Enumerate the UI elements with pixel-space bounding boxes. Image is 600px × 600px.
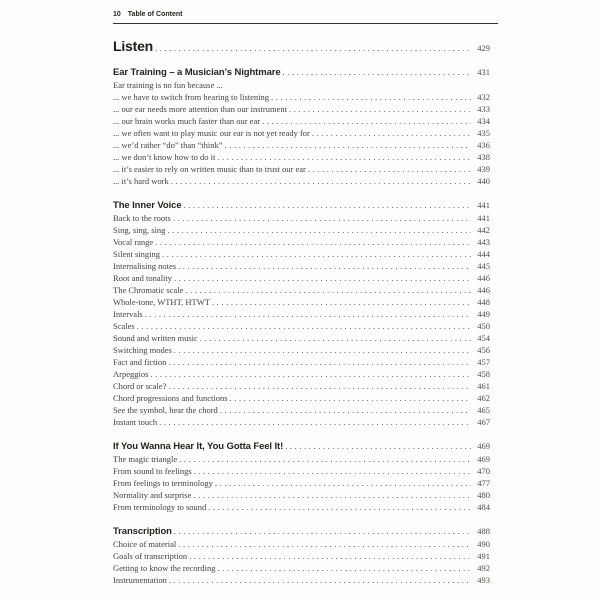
dot-leader (289, 103, 471, 115)
toc-entry (113, 392, 498, 404)
toc-entry-page: 477 (477, 478, 490, 488)
section-heading-label: Ear Training – a Musician’s Nightmare (113, 67, 281, 78)
toc-entry (113, 103, 498, 115)
toc-entry (113, 163, 498, 175)
dot-leader (225, 139, 471, 151)
toc-entry-label: Whole-tone, WTHT, HTWT (113, 297, 210, 307)
toc-entry (113, 477, 498, 489)
dot-leader (230, 392, 471, 404)
dot-leader (271, 91, 471, 103)
dot-leader (167, 224, 471, 236)
toc-entry (113, 139, 498, 151)
dot-leader (262, 115, 471, 127)
toc-entry-label: Ear training is no fun because ... (113, 80, 223, 90)
toc-entry-page: 492 (477, 563, 490, 573)
toc-entry-page: 434 (477, 116, 490, 126)
toc-entry-page: 441 (477, 213, 490, 223)
toc-entry-label: Back to the roots (113, 213, 171, 223)
toc-entry-label: Scales (113, 321, 135, 331)
toc-entry-label: Vocal range (113, 237, 154, 247)
toc-entry (113, 320, 498, 332)
dot-leader (174, 525, 471, 538)
toc-entry-label: Intervals (113, 309, 143, 319)
toc-entry-label: Internalising notes (113, 261, 177, 271)
dot-leader (285, 440, 471, 453)
toc-entry-page: 461 (477, 381, 490, 391)
toc-entry (113, 91, 498, 103)
toc-entry-page: 467 (477, 417, 490, 427)
dot-leader (217, 562, 471, 574)
section-heading-page: 469 (477, 441, 490, 451)
toc-entry (113, 489, 498, 501)
toc-entry (113, 344, 498, 356)
toc-entry-page: 480 (477, 490, 490, 500)
toc-entry-label: ... it’s hard work (113, 176, 169, 186)
toc-entry (113, 308, 498, 320)
section-heading (113, 440, 498, 453)
toc-entry-label: Choice of material (113, 539, 177, 549)
toc-entry-page: 442 (477, 225, 490, 235)
toc-entry (113, 332, 498, 344)
page-header (113, 11, 498, 24)
toc-entry-label: ... our brain works much faster than our ear (113, 116, 261, 126)
toc-entry-label: Sound and written music (113, 333, 198, 343)
toc-entry-page: 444 (477, 249, 490, 259)
toc-entry-label: From terminology to sound (113, 502, 207, 512)
toc-entry-page: 449 (477, 309, 490, 319)
dot-leader (155, 236, 471, 248)
toc-entry-label: Chord or scale? (113, 381, 167, 391)
toc-entry-label: See the symbol, hear the chord (113, 405, 218, 415)
toc-entry (113, 416, 498, 428)
chapter-title-row (113, 38, 498, 56)
toc-entry-label: ... it’s easier to rely on written music than to trust our ear (113, 164, 306, 174)
dot-leader (169, 574, 471, 586)
toc-entry-page: 450 (477, 321, 490, 331)
toc-entry-label: Goals of transcription (113, 551, 188, 561)
toc-entry-label: Getting to know the recording (113, 563, 216, 573)
toc-entry (113, 356, 498, 368)
toc-entry (113, 453, 498, 465)
section-heading-page: 431 (477, 67, 490, 77)
toc-entry-label: Normality and surprise (113, 490, 192, 500)
toc-entry (113, 550, 498, 562)
toc-entry-page: 484 (477, 502, 490, 512)
dot-leader (178, 538, 471, 550)
toc-entry (113, 127, 498, 139)
toc-entry (113, 296, 498, 308)
dot-leader (162, 248, 471, 260)
toc-entry-label: From feelings to terminology (113, 478, 213, 488)
section-heading-page: 488 (477, 526, 490, 536)
section-heading-label: Transcription (113, 526, 172, 537)
dot-leader (173, 212, 471, 224)
toc-entry (113, 501, 498, 513)
toc-entry (113, 175, 498, 187)
toc-entry (113, 404, 498, 416)
toc-entry-label: Switching modes (113, 345, 172, 355)
dot-leader (200, 332, 471, 344)
toc-entry-label: Chord progressions and functions (113, 393, 228, 403)
dot-leader (308, 163, 471, 175)
toc-entry (113, 212, 498, 224)
toc-entry-label: The magic triangle (113, 454, 178, 464)
dot-leader (174, 272, 471, 284)
toc-entry-page: 493 (477, 575, 490, 585)
toc-entry (113, 151, 498, 163)
toc-entry (113, 538, 498, 550)
toc-entry-label: Root and tonality (113, 273, 173, 283)
toc-entry-label: The Chromatic scale (113, 285, 184, 295)
section-heading-page: 441 (477, 200, 490, 210)
toc-entry-page: 470 (477, 466, 490, 476)
toc-entry-page: 456 (477, 345, 490, 355)
toc-entry-label: Arpeggios (113, 369, 149, 379)
toc-entry-label: Sing, sing, sing (113, 225, 166, 235)
dot-leader (312, 127, 471, 139)
toc-entry-page: 490 (477, 539, 490, 549)
section-heading (113, 199, 498, 212)
toc-entry-page: 440 (477, 176, 490, 186)
toc-entry-page: 462 (477, 393, 490, 403)
dot-leader (155, 40, 471, 56)
toc-entry (113, 115, 498, 127)
toc-entry-page: 469 (477, 454, 490, 464)
toc-entry-page: 438 (477, 152, 490, 162)
dot-leader (159, 416, 471, 428)
dot-leader (179, 453, 471, 465)
toc-entry-label: Fact and fiction (113, 357, 167, 367)
dot-leader (220, 404, 471, 416)
dot-leader (168, 380, 471, 392)
toc-section (113, 525, 498, 586)
toc-entry-page: 446 (477, 285, 490, 295)
toc-entry-page: 436 (477, 140, 490, 150)
dot-leader (283, 66, 471, 79)
toc-entry-page: 454 (477, 333, 490, 343)
chapter-title: Listen (113, 38, 154, 54)
toc-entry-page: 458 (477, 369, 490, 379)
toc-entry (113, 79, 498, 91)
dot-leader (168, 356, 471, 368)
section-heading (113, 66, 498, 79)
dot-leader (145, 308, 471, 320)
dot-leader (215, 477, 471, 489)
dot-leader (194, 465, 471, 477)
toc-entry-page: 445 (477, 261, 490, 271)
toc-section (113, 199, 498, 428)
toc-entry-page: 491 (477, 551, 490, 561)
toc-entry-page: 433 (477, 104, 490, 114)
toc-entry-page: 465 (477, 405, 490, 415)
section-heading (113, 525, 498, 538)
toc-entry (113, 260, 498, 272)
toc-entry (113, 380, 498, 392)
toc-section (113, 440, 498, 513)
dot-leader (217, 151, 471, 163)
folio-page-number: 10 (113, 11, 121, 18)
dot-leader (185, 284, 471, 296)
dot-leader (193, 489, 471, 501)
toc-entry (113, 562, 498, 574)
toc-entry-label: Instant touch (113, 417, 158, 427)
dot-leader (208, 501, 471, 513)
dot-leader (189, 550, 471, 562)
toc-entry-label: ... we’d rather “do” than “think” (113, 140, 223, 150)
toc-entry (113, 284, 498, 296)
toc-entry-page: 439 (477, 164, 490, 174)
chapter-title-page: 429 (477, 43, 490, 53)
toc-section (113, 66, 498, 187)
section-heading-label: The Inner Voice (113, 200, 182, 211)
toc-entry-page: 448 (477, 297, 490, 307)
dot-leader (174, 344, 471, 356)
toc-page (113, 11, 498, 586)
toc-entry-label: From sound to feelings (113, 466, 192, 476)
toc-entry (113, 248, 498, 260)
toc-entry-page: 457 (477, 357, 490, 367)
dot-leader (212, 296, 471, 308)
dot-leader (137, 320, 471, 332)
toc-entry (113, 224, 498, 236)
toc-entry (113, 272, 498, 284)
toc-entry (113, 368, 498, 380)
running-title: Table of Content (127, 11, 183, 18)
toc-entry-label: ... we have to switch from hearing to listening (113, 92, 270, 102)
dot-leader (184, 199, 471, 212)
toc-entry-label: Instrumentation (113, 575, 167, 585)
toc-entry-label: ... our ear needs more attention than our instrument (113, 104, 287, 114)
toc-entry-label: Silent singing (113, 249, 160, 259)
toc-entry-page: 446 (477, 273, 490, 283)
toc-entry-page: 435 (477, 128, 490, 138)
toc-entry (113, 236, 498, 248)
section-heading-label: If You Wanna Hear It, You Gotta Feel It! (113, 441, 284, 452)
dot-leader (178, 260, 471, 272)
toc-entry-page: 432 (477, 92, 490, 102)
dot-leader (171, 175, 471, 187)
toc-sections (113, 66, 498, 586)
toc-entry-page: 443 (477, 237, 490, 247)
toc-entry (113, 465, 498, 477)
toc-entry-label: ... we often want to play music our ear is not yet ready for (113, 128, 310, 138)
toc-entry (113, 574, 498, 586)
toc-entry-label: ... we don’t know how to do it (113, 152, 216, 162)
dot-leader (150, 368, 471, 380)
